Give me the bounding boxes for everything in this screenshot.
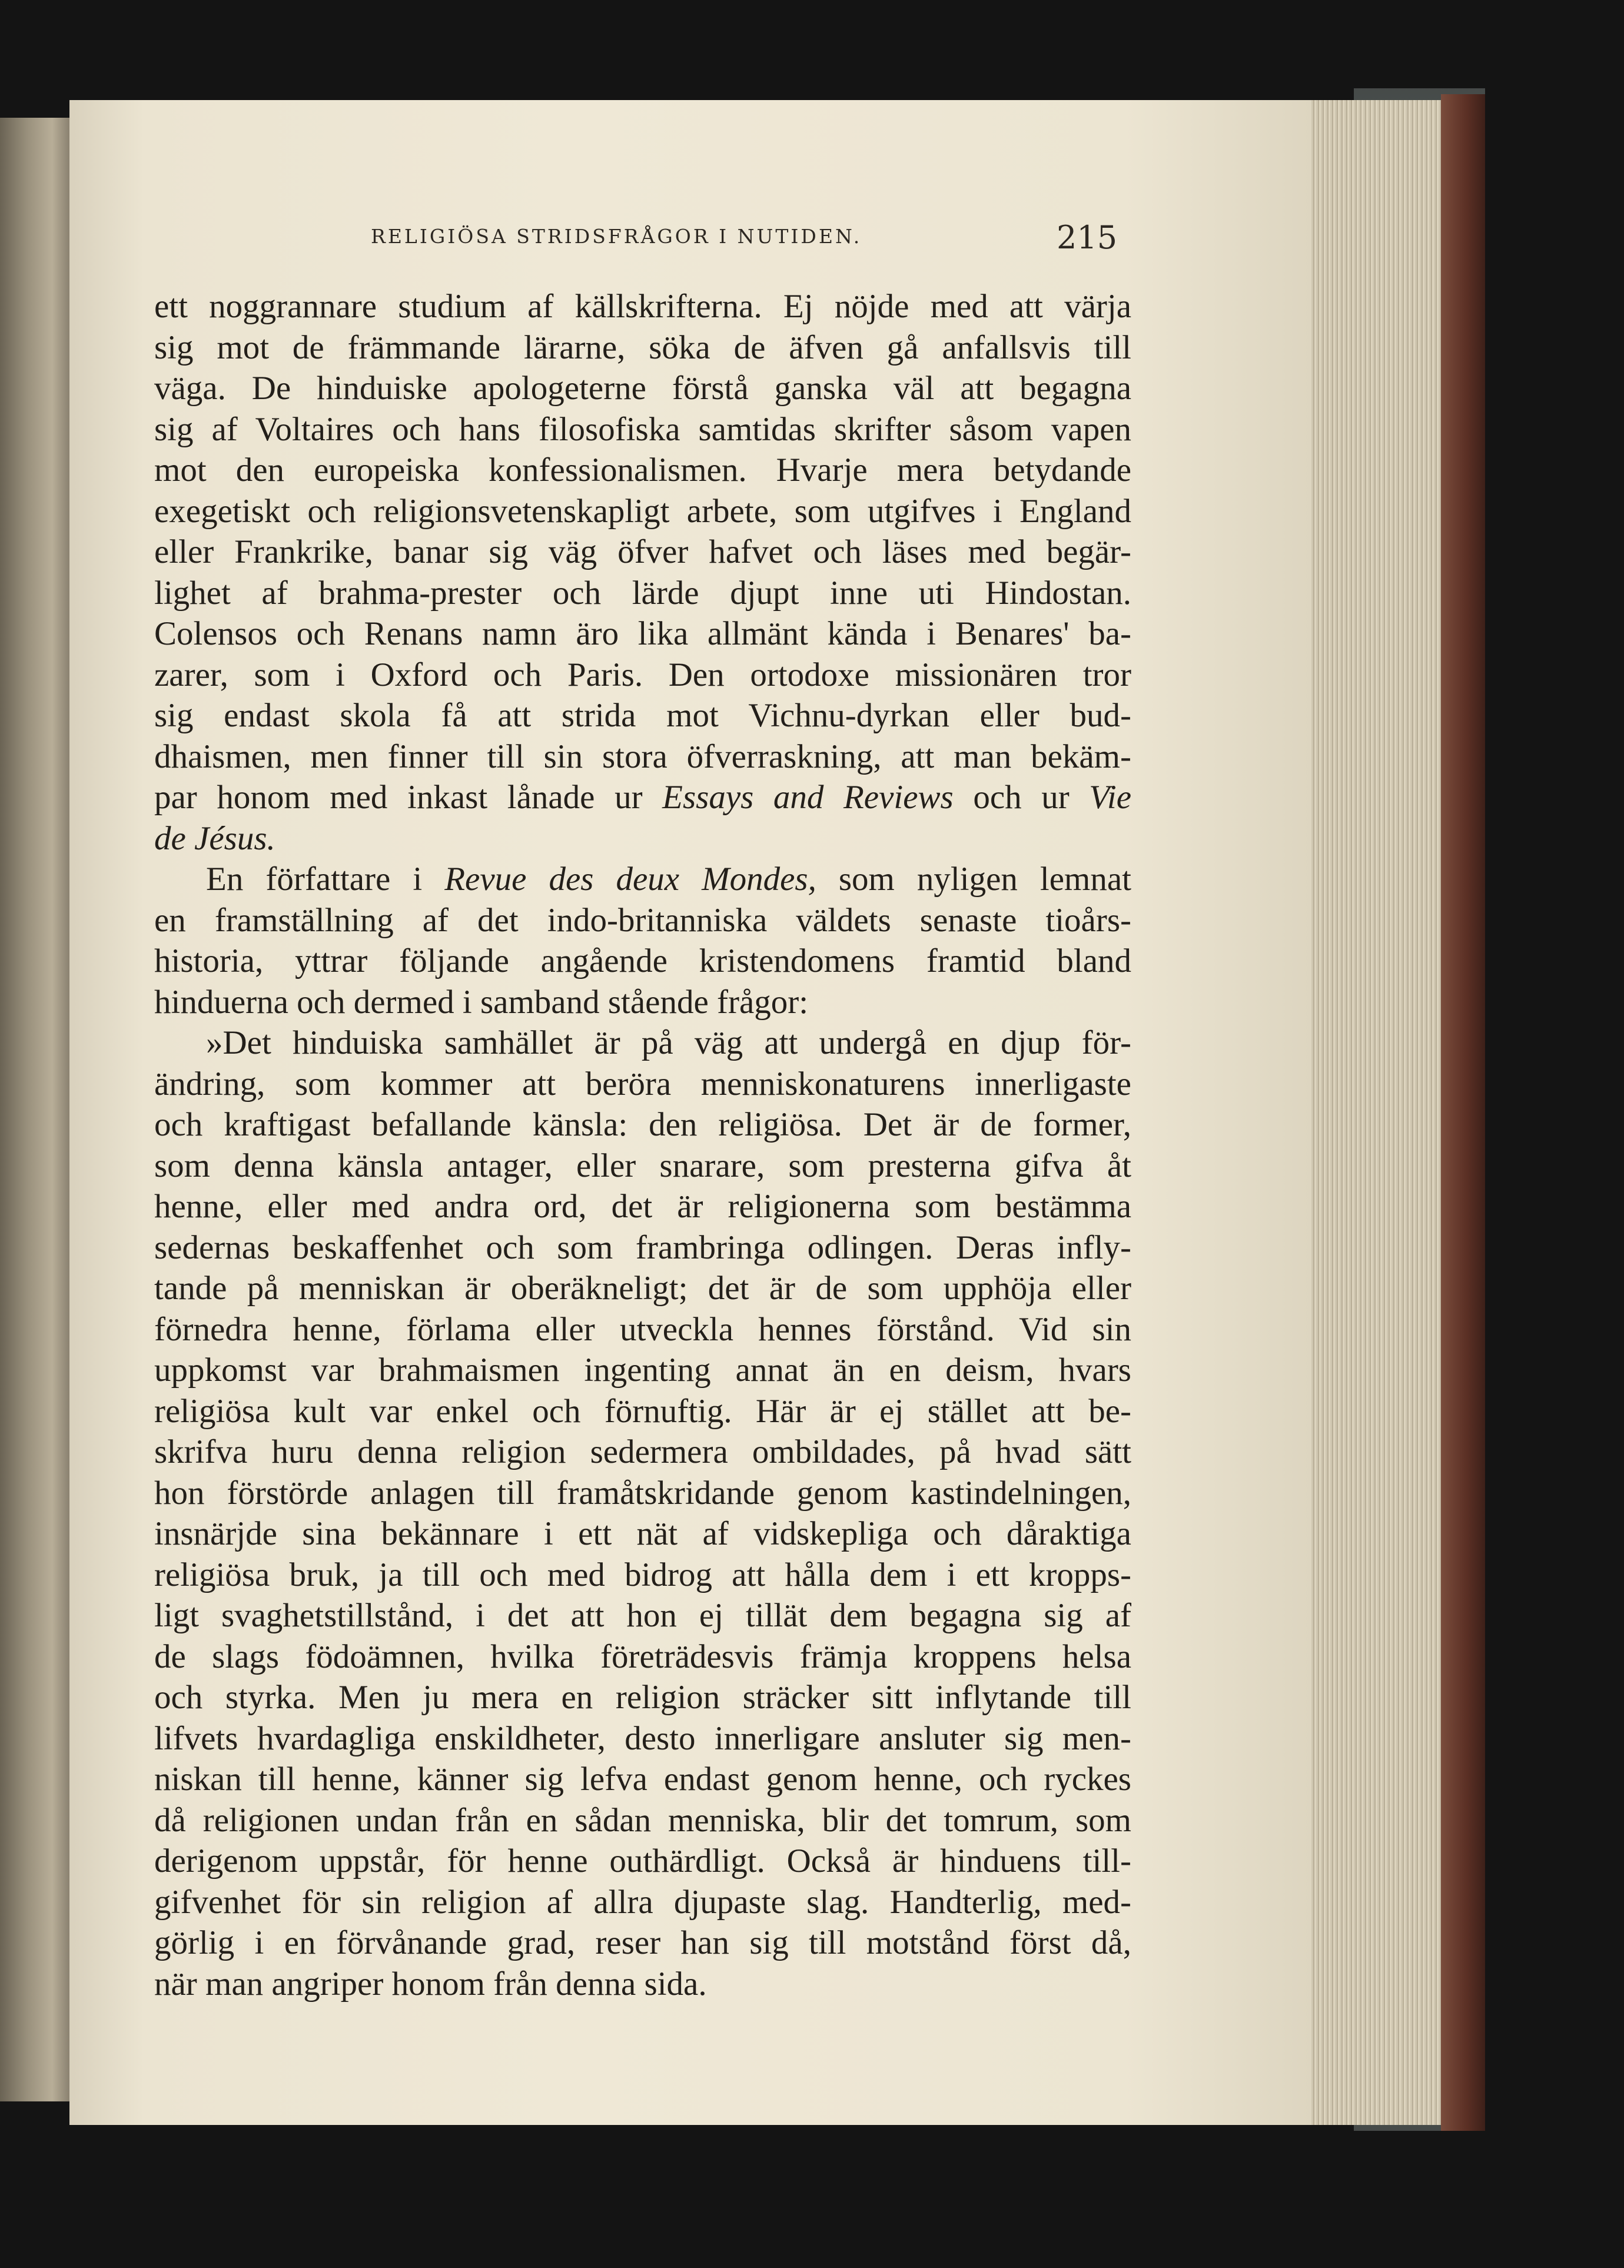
text-run: uppkomst var brahmaismen ingenting annat än en deism, hvars xyxy=(154,1351,1131,1389)
text-line xyxy=(154,1513,1131,1555)
text-run: skrifva huru denna religion sedermera ombildades, på hvad sätt xyxy=(154,1433,1131,1470)
text-run: mot den europeiska konfessionalismen. Hvarje mera betydande xyxy=(154,451,1131,489)
text-line xyxy=(154,286,1131,327)
text-run: eller Frankrike, banar sig väg öfver hafvet och läses med begär- xyxy=(154,533,1131,570)
text-run: förnedra henne, förlama eller utveckla hennes förstånd. Vid sin xyxy=(154,1310,1131,1348)
text-run: de slags födoämnen, hvilka företrädesvis främja kroppens helsa xyxy=(154,1638,1131,1675)
text-line xyxy=(154,1145,1131,1187)
text-run: och kraftigast befallande känsla: den religiösa. Det är de former, xyxy=(154,1106,1131,1143)
text-run: En författare i xyxy=(206,861,445,898)
text-line xyxy=(154,1922,1131,1964)
text-line xyxy=(154,1841,1131,1882)
text-run: en framställning af det indo-britanniska väldets senaste tioårs- xyxy=(154,901,1131,939)
text-run: »Det hinduiska samhället är på väg att undergå en djup för- xyxy=(206,1024,1131,1061)
text-line xyxy=(154,1064,1131,1105)
running-head: RELIGIÖSA STRIDSFRÅGOR I NUTIDEN. xyxy=(371,225,862,248)
text-run: henne, eller med andra ord, det är religionerna som bestämma xyxy=(154,1188,1131,1225)
text-line xyxy=(154,613,1131,655)
text-line xyxy=(154,941,1131,982)
text-line xyxy=(154,1309,1131,1350)
text-line xyxy=(154,532,1131,573)
text-run: Colensos och Renans namn äro lika allmänt kända i Benares' ba- xyxy=(154,615,1131,652)
italic-title: Revue des deux Mondes, xyxy=(444,861,816,898)
book-binding xyxy=(1441,94,1485,2131)
text-line xyxy=(154,491,1131,532)
text-line xyxy=(154,1104,1131,1145)
text-line xyxy=(154,1473,1131,1514)
text-run: derigenom uppstår, för henne outhärdligt. Också är hinduens till- xyxy=(154,1842,1131,1880)
text-line xyxy=(154,327,1131,368)
text-run: zarer, som i Oxford och Paris. Den ortodoxe missionären tror xyxy=(154,656,1131,693)
text-run: exegetiskt och religionsvetenskapligt arbete, som utgifves i England xyxy=(154,492,1131,530)
text-run: ligt svaghetstillstånd, i det att hon ej tillät dem begagna sig af xyxy=(154,1597,1131,1634)
text-line xyxy=(154,450,1131,491)
italic-title: Essays and Reviews xyxy=(662,779,954,816)
text-line xyxy=(154,695,1131,736)
text-run: som nyligen lemnat xyxy=(816,861,1131,898)
text-run: gifvenhet för sin religion af allra djupaste slag. Handterlig, med- xyxy=(154,1883,1131,1921)
text-line xyxy=(154,818,1131,859)
text-run: då religionen undan från en sådan menniska, blir det tomrum, som xyxy=(154,1801,1131,1839)
text-run: par honom med inkast lånade ur xyxy=(154,779,663,816)
text-line xyxy=(154,368,1131,409)
text-run: lifvets hvardagliga enskildheter, desto innerligare ansluter sig men- xyxy=(154,1719,1131,1757)
text-line xyxy=(154,859,1131,900)
text-line xyxy=(154,1800,1131,1841)
text-run: och ur xyxy=(953,779,1090,816)
text-run: religiösa kult var enkel och förnuftig. Här är ej stället att be- xyxy=(154,1392,1131,1430)
text-line xyxy=(154,1595,1131,1636)
text-line xyxy=(154,1636,1131,1678)
text-line xyxy=(154,1391,1131,1432)
text-line xyxy=(154,1268,1131,1309)
text-run: som denna känsla antager, eller snarare, som presterna gifva åt xyxy=(154,1147,1131,1184)
italic-title: de Jésus. xyxy=(154,819,275,857)
text-run: hinduerna och dermed i samband stående frågor: xyxy=(154,983,809,1021)
text-run: religiösa bruk, ja till och med bidrog att hålla dem i ett kropps- xyxy=(154,1556,1131,1593)
text-run: och styrka. Men ju mera en religion sträcker sitt inflytande till xyxy=(154,1679,1131,1716)
text-run: ändring, som kommer att beröra menniskonaturens innerligaste xyxy=(154,1065,1131,1103)
text-line xyxy=(154,1432,1131,1473)
text-run: ett noggrannare studium af källskrifterna. Ej nöjde med att värja xyxy=(154,288,1131,325)
text-line xyxy=(154,1350,1131,1391)
text-run: dhaismen, men finner till sin stora öfverraskning, att man bekäm- xyxy=(154,738,1131,775)
text-line xyxy=(154,1718,1131,1759)
text-line xyxy=(154,655,1131,696)
text-line xyxy=(154,1677,1131,1718)
body-text xyxy=(154,286,1131,2004)
text-run: lighet af brahma-prester och lärde djupt inne uti Hindostan. xyxy=(154,574,1131,612)
text-line xyxy=(154,1022,1131,1064)
text-run: görlig i en förvånande grad, reser han sig till motstånd först då, xyxy=(154,1924,1131,1961)
text-line xyxy=(154,1227,1131,1269)
text-line xyxy=(154,1882,1131,1923)
text-run: tande på menniskan är oberäkneligt; det är de som upphöja eller xyxy=(154,1270,1131,1307)
text-line xyxy=(154,1555,1131,1596)
text-run: historia, yttrar följande angående kristendomens framtid bland xyxy=(154,942,1131,979)
text-line xyxy=(154,777,1131,818)
text-line xyxy=(154,573,1131,614)
page-number: 215 xyxy=(1057,219,1118,256)
text-line xyxy=(154,1964,1131,2005)
facing-page-edge xyxy=(0,118,69,2101)
text-run: hon förstörde anlagen till framåtskridande genom kastindelningen, xyxy=(154,1474,1131,1512)
text-run: niskan till henne, känner sig lefva endast genom henne, och ryckes xyxy=(154,1761,1131,1798)
text-line xyxy=(154,409,1131,450)
text-line xyxy=(154,1759,1131,1800)
text-run: sig endast skola få att strida mot Vichnu-dyrkan eller bud- xyxy=(154,697,1131,734)
page-edges xyxy=(1311,100,1441,2125)
text-run: sig af Voltaires och hans filosofiska samtidas skrifter såsom vapen xyxy=(154,410,1131,448)
text-line xyxy=(154,900,1131,941)
text-run: insnärjde sina bekännare i ett nät af vidskepliga och dåraktiga xyxy=(154,1515,1131,1552)
text-run: sig mot de främmande lärarne, söka de äfven gå anfallsvis till xyxy=(154,328,1131,366)
text-run: när man angriper honom från denna sida. xyxy=(154,1965,707,2003)
text-line xyxy=(154,1186,1131,1227)
text-run: sedernas beskaffenhet och som frambringa odlingen. Deras infly- xyxy=(154,1228,1131,1266)
text-run: väga. De hinduiske apologeterne förstå ganska väl att begagna xyxy=(154,370,1131,407)
text-line xyxy=(154,736,1131,778)
text-line xyxy=(154,982,1131,1023)
italic-title: Vie xyxy=(1089,779,1131,816)
